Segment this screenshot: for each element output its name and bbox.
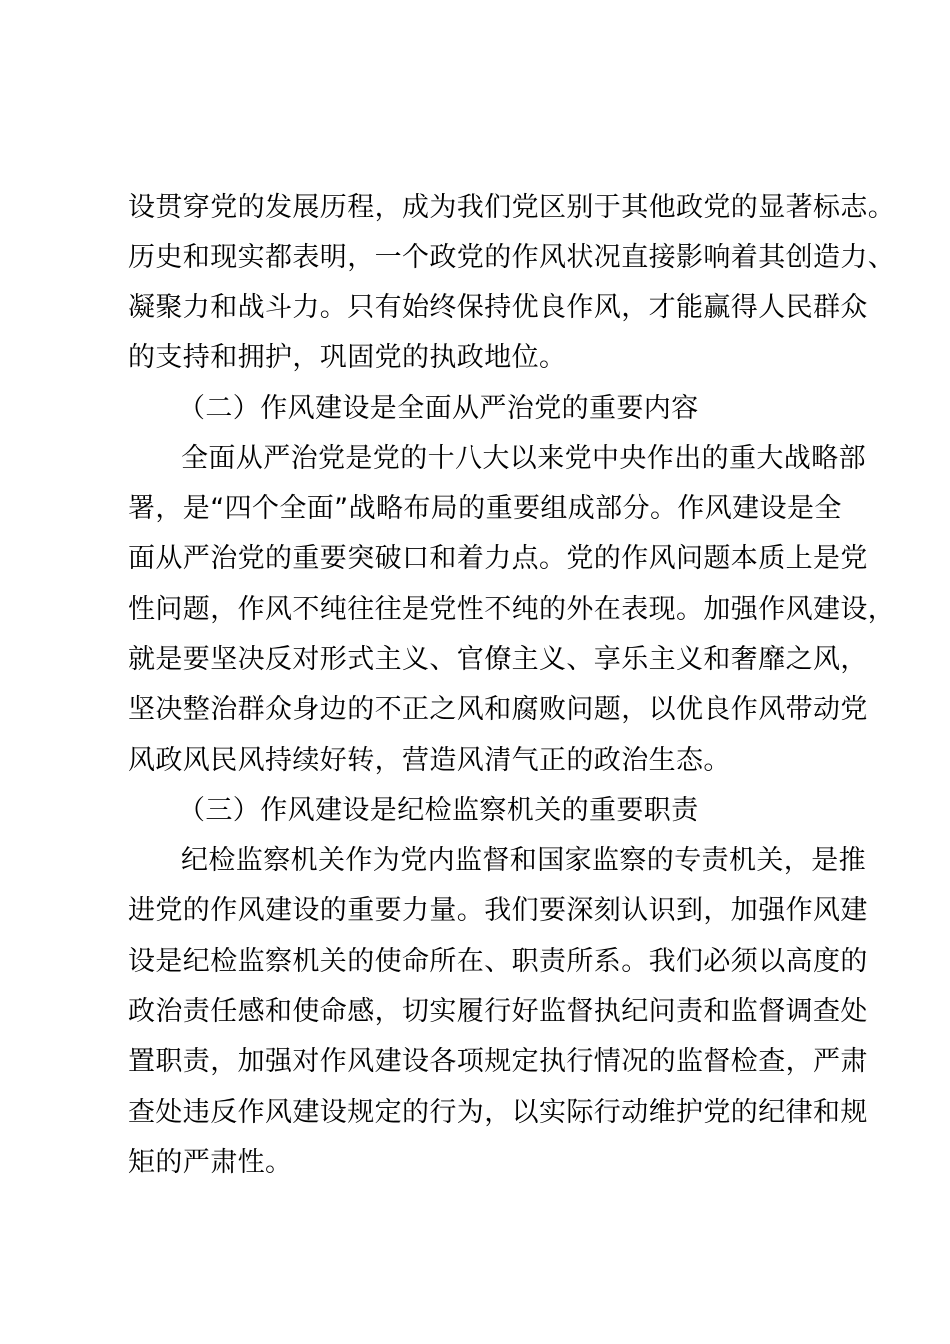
body-text-line: 的支持和拥护，巩固党的执政地位。 xyxy=(128,342,567,373)
body-text-line: 进党的作风建设的重要力量。我们要深刻认识到，加强作风建 xyxy=(128,895,868,926)
body-text-line: 全面从严治党是党的十八大以来党中央作出的重大战略部 xyxy=(181,443,866,474)
body-text-line: 面从严治党的重要突破口和着力点。党的作风问题本质上是党 xyxy=(128,543,868,574)
body-text-line: 署，是“四个全面”战略布局的重要组成部分。作风建设是全 xyxy=(128,493,842,524)
body-text-line: 置职责，加强对作风建设各项规定执行情况的监督检查，严肃 xyxy=(128,1046,868,1077)
body-text-line: 历史和现实都表明，一个政党的作风状况直接影响着其创造力、 xyxy=(128,242,896,273)
body-text-line: 设是纪检监察机关的使命所在、职责所系。我们必须以高度的 xyxy=(128,946,868,977)
body-text-line: 就是要坚决反对形式主义、官僚主义、享乐主义和奢靡之风， xyxy=(128,644,868,675)
body-text-line: 纪检监察机关作为党内监督和国家监察的专责机关，是推 xyxy=(181,845,866,876)
body-text-line: 凝聚力和战斗力。只有始终保持优良作风，才能赢得人民群众 xyxy=(128,292,868,323)
body-text-line: 设贯穿党的发展历程，成为我们党区别于其他政党的显著标志。 xyxy=(128,192,896,223)
body-text-line: 矩的严肃性。 xyxy=(128,1147,293,1178)
section-heading: （三）作风建设是纪检监察机关的重要职责 xyxy=(178,795,699,826)
body-text-line: 坚决整治群众身边的不正之风和腐败问题，以优良作风带动党 xyxy=(128,694,868,725)
section-heading: （二）作风建设是全面从严治党的重要内容 xyxy=(178,393,699,424)
body-text-line: 政治责任感和使命感，切实履行好监督执纪问责和监督调查处 xyxy=(128,996,868,1027)
body-text-line: 风政风民风持续好转，营造风清气正的政治生态。 xyxy=(128,745,731,776)
body-text-line: 性问题，作风不纯往往是党性不纯的外在表现。加强作风建设， xyxy=(128,594,896,625)
body-text-line: 查处违反作风建设规定的行为，以实际行动维护党的纪律和规 xyxy=(128,1097,868,1128)
